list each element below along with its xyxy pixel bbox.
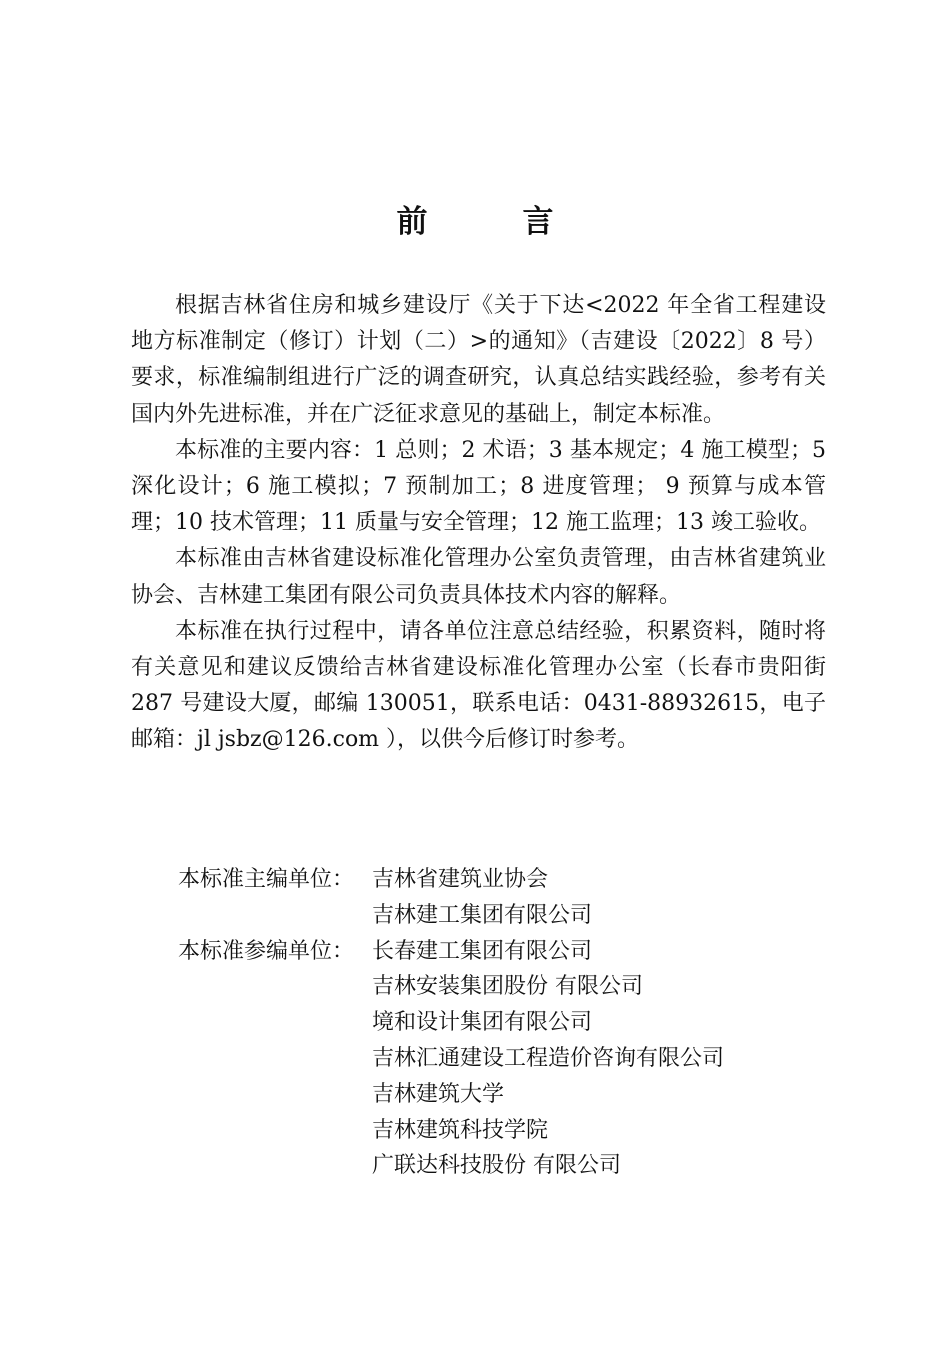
participating-unit: 吉林汇通建设工程造价咨询有限公司	[372, 1045, 725, 1071]
chief-units-list	[372, 862, 592, 934]
paragraph-contents: 本标准的主要内容：1 总则；2 术语；3 基本规定；4 施工模型；5 深化设计；6 施工模拟；7 预制加工；8 进度管理； 9 预算与成本管理；10 技术管理；11 质量与安全管理；12 施工监理；13 竣工验收。	[131, 437, 826, 536]
participating-unit: 吉林安装集团股份 有限公司	[372, 974, 643, 1000]
page-title: 前 言	[396, 204, 586, 240]
participating-unit: 广联达科技股份 有限公司	[372, 1153, 621, 1179]
participating-unit: 境和设计集团有限公司	[372, 1010, 593, 1036]
editing-units	[178, 862, 724, 1184]
participating-unit: 吉林建筑大学	[372, 1081, 505, 1107]
participating-unit: 长春建工集团有限公司	[372, 938, 593, 964]
participating-units-list	[372, 934, 724, 1185]
paragraph-management: 本标准由吉林省建设标准化管理办公室负责管理，由吉林省建筑业协会、吉林建工集团有限公司负责具体技术内容的解释。	[131, 546, 826, 608]
chief-unit: 吉林建工集团有限公司	[372, 902, 593, 928]
paragraph-basis: 根据吉林省住房和城乡建设厅《关于下达<2022 年全省工程建设地方标准制定（修订）计划（二）>的通知》（吉建设〔2022〕8 号）要求，标准编制组进行广泛的调查研究，认真总结实践经验，参考有关国内外先进标准，并在广泛征求意见的基础上，制定本标准。	[131, 293, 826, 427]
chief-units-group	[178, 862, 724, 934]
participating-unit: 吉林建筑科技学院	[372, 1117, 549, 1143]
paragraph-feedback: 本标准在执行过程中，请各单位注意总结经验，积累资料，随时将有关意见和建议反馈给吉林省建设标准化管理办公室（长春市贵阳街 287 号建设大厦，邮编 130051，联系电话：0431-88932615，电子邮箱：jl jsbz@126.com ），以供今后修订时参考。	[131, 618, 826, 753]
chief-unit: 吉林省建筑业协会	[372, 867, 549, 892]
participating-units-group	[178, 934, 724, 1185]
participating-units-label: 本标准参编单位：	[178, 938, 355, 964]
preface-body	[131, 288, 826, 759]
chief-units-label: 本标准主编单位：	[178, 867, 355, 892]
